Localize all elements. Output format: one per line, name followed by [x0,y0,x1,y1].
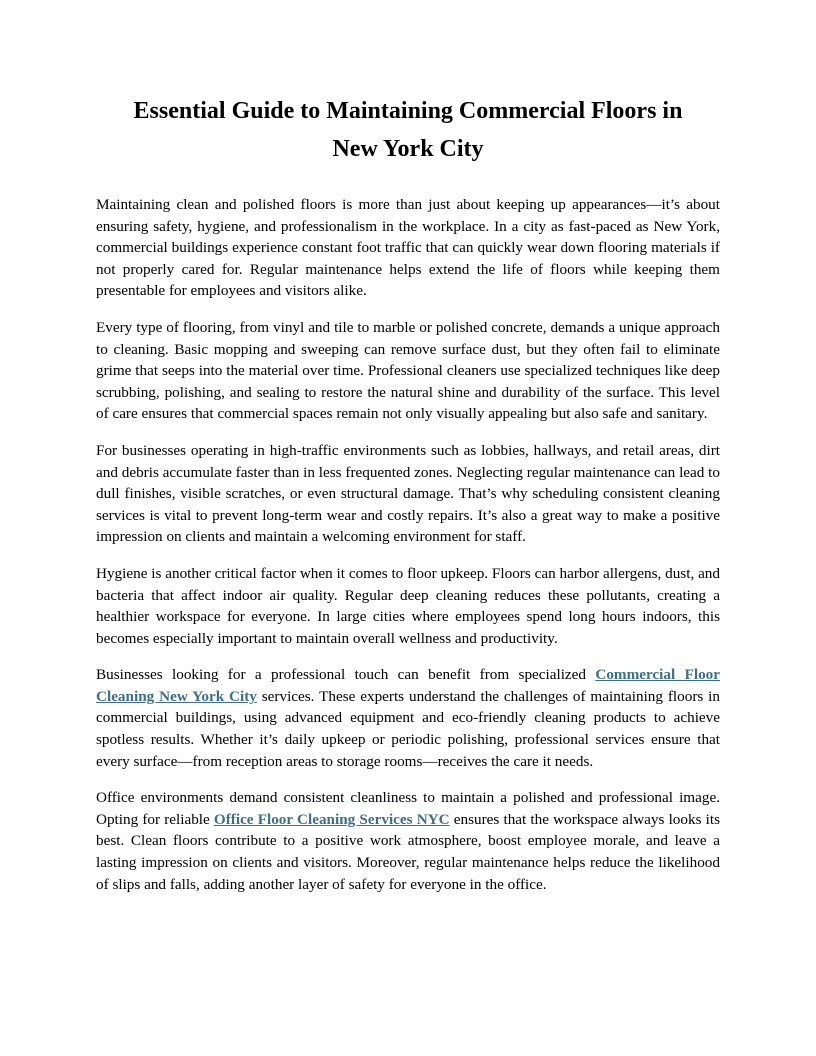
paragraph-5-text-after: services. These experts understand the challenges of maintaining floors in commercial buildings, using advanced equipment and eco-friendly cleaning products to achieve spotless results. Whether it’s daily upkeep or periodic polishing, professional services ensure that every surface—from reception areas to storage rooms—receives the care it needs. [96,687,720,770]
paragraph-5-text-before: Businesses looking for a professional touch can benefit from specialized [96,666,596,684]
paragraph-1: Maintaining clean and polished floors is more than just about keeping up appearances—it’s about ensuring safety, hygiene, and professionalism in the workplace. In a city as fast-paced as New York, commercial buildings experience constant foot traffic that can quickly wear down flooring materials if not properly cared for. Regular maintenance helps extend the life of floors while keeping them presentable for employees and visitors alike. [96,196,720,300]
paragraph-5 [96,664,720,772]
paragraph-3: For businesses operating in high-traffic environments such as lobbies, hallways, and retail areas, dirt and debris accumulate faster than in less frequented zones. Neglecting regular maintenance can lead to dull finishes, visible scratches, or even structural damage. That’s why scheduling consistent cleaning services is vital to prevent long-term wear and costly repairs. It’s also a great way to make a positive impression on clients and maintain a welcoming environment for staff. [96,441,720,546]
paragraph-4: Hygiene is another critical factor when it comes to floor upkeep. Floors can harbor allergens, dust, and bacteria that affect indoor air quality. Regular deep cleaning reduces these pollutants, creating a healthier workspace for everyone. In large cities where employees spend long hours indoors, this becomes especially important to maintain overall wellness and productivity. [96,564,720,647]
document-title: Essential Guide to Maintaining Commercial Floors in New York City [133,98,683,162]
paragraph-2: Every type of flooring, from vinyl and tile to marble or polished concrete, demands a unique approach to cleaning. Basic mopping and sweeping can remove surface dust, but they often fail to eliminate grime that seeps into the material over time. Professional cleaners use specialized techniques like deep scrubbing, polishing, and sealing to restore the natural shine and durability of the surface. This level of care ensures that commercial spaces remain not only visually appealing but also safe and sanitary. [96,318,720,423]
office-floor-cleaning-link[interactable]: Office Floor Cleaning Services NYC [213,810,450,828]
paragraph-6-text-after: ensures that the workspace always looks its best. Clean floors contribute to a positive work atmosphere, boost employee morale, and leave a lasting impression on clients and visitors. Moreover, regular maintenance helps reduce the likelihood of slips and falls, adding another layer of safety for everyone in the office. [96,810,721,893]
commercial-floor-cleaning-link[interactable]: Commercial Floor Cleaning New York City [96,666,720,705]
paragraph-6-text-before: Office environments demand consistent cleanliness to maintain a polished and professional image. Opting for reliable [96,789,720,828]
paragraph-6 [96,787,720,895]
